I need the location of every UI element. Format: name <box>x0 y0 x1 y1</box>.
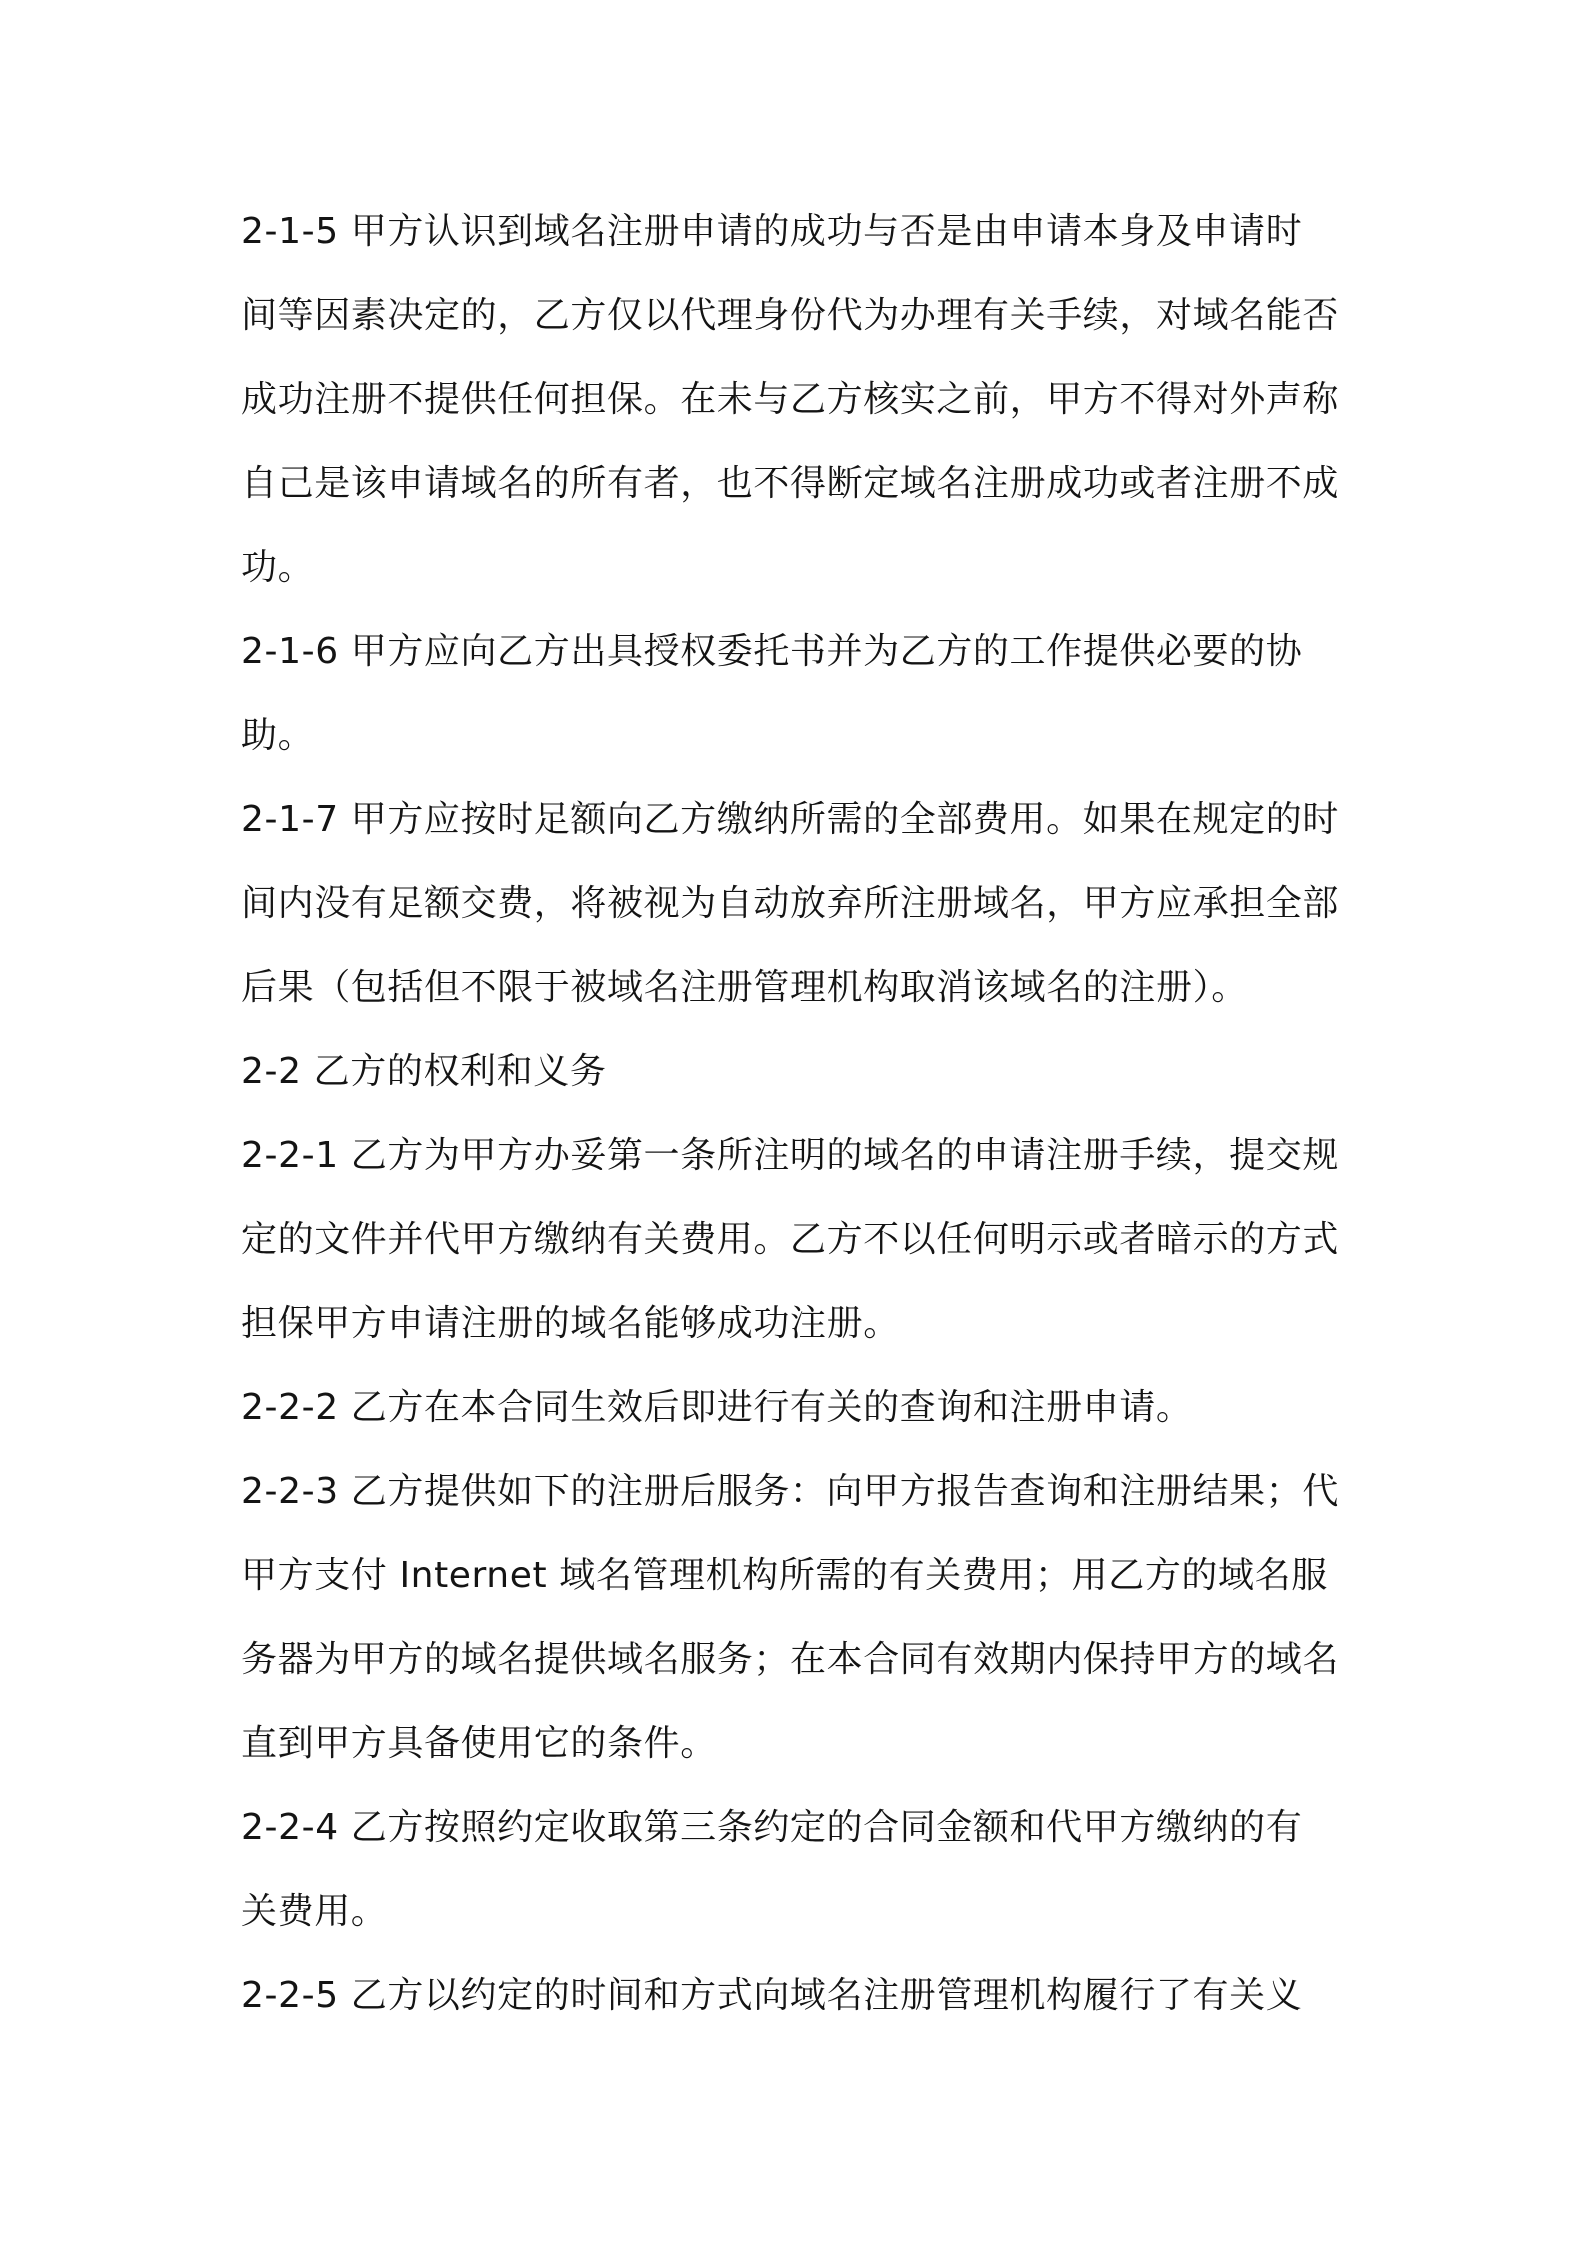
text-line: 2-2-3 乙方提供如下的注册后服务：向甲方报告查询和注册结果；代 <box>241 1471 1339 1512</box>
text-line: 2-2-4 乙方按照约定收取第三条约定的合同金额和代甲方缴纳的有 <box>241 1807 1303 1848</box>
text-line: 自己是该申请域名的所有者，也不得断定域名注册成功或者注册不成 <box>241 463 1340 504</box>
text-line: 甲方支付 Internet 域名管理机构所需的有关费用；用乙方的域名服 <box>241 1555 1328 1596</box>
text-line: 直到甲方具备使用它的条件。 <box>241 1723 717 1764</box>
text-line: 后果（包括但不限于被域名注册管理机构取消该域名的注册）。 <box>241 967 1248 1008</box>
text-line: 2-1-6 甲方应向乙方出具授权委托书并为乙方的工作提供必要的协 <box>241 631 1303 672</box>
text-line: 务器为甲方的域名提供域名服务；在本合同有效期内保持甲方的域名 <box>241 1639 1340 1680</box>
text-line: 2-2-2 乙方在本合同生效后即进行有关的查询和注册申请。 <box>241 1387 1193 1428</box>
text-line: 间内没有足额交费，将被视为自动放弃所注册域名，甲方应承担全部 <box>241 883 1340 924</box>
section-heading: 2-2 乙方的权利和义务 <box>241 1051 607 1092</box>
text-line: 定的文件并代甲方缴纳有关费用。乙方不以任何明示或者暗示的方式 <box>241 1219 1340 1260</box>
text-line: 2-1-7 甲方应按时足额向乙方缴纳所需的全部费用。如果在规定的时 <box>241 799 1339 840</box>
text-line: 2-1-5 甲方认识到域名注册申请的成功与否是由申请本身及申请时 <box>241 211 1303 252</box>
text-line: 成功注册不提供任何担保。在未与乙方核实之前，甲方不得对外声称 <box>241 379 1340 420</box>
text-line: 关费用。 <box>241 1891 388 1932</box>
text-line: 2-2-1 乙方为甲方办妥第一条所注明的域名的申请注册手续，提交规 <box>241 1135 1339 1176</box>
text-line: 2-2-5 乙方以约定的时间和方式向域名注册管理机构履行了有关义 <box>241 1975 1303 2016</box>
text-line: 间等因素决定的，乙方仅以代理身份代为办理有关手续，对域名能否 <box>241 295 1340 336</box>
text-line: 助。 <box>241 715 315 756</box>
text-line: 功。 <box>241 547 315 588</box>
text-line: 担保甲方申请注册的域名能够成功注册。 <box>241 1303 900 1344</box>
